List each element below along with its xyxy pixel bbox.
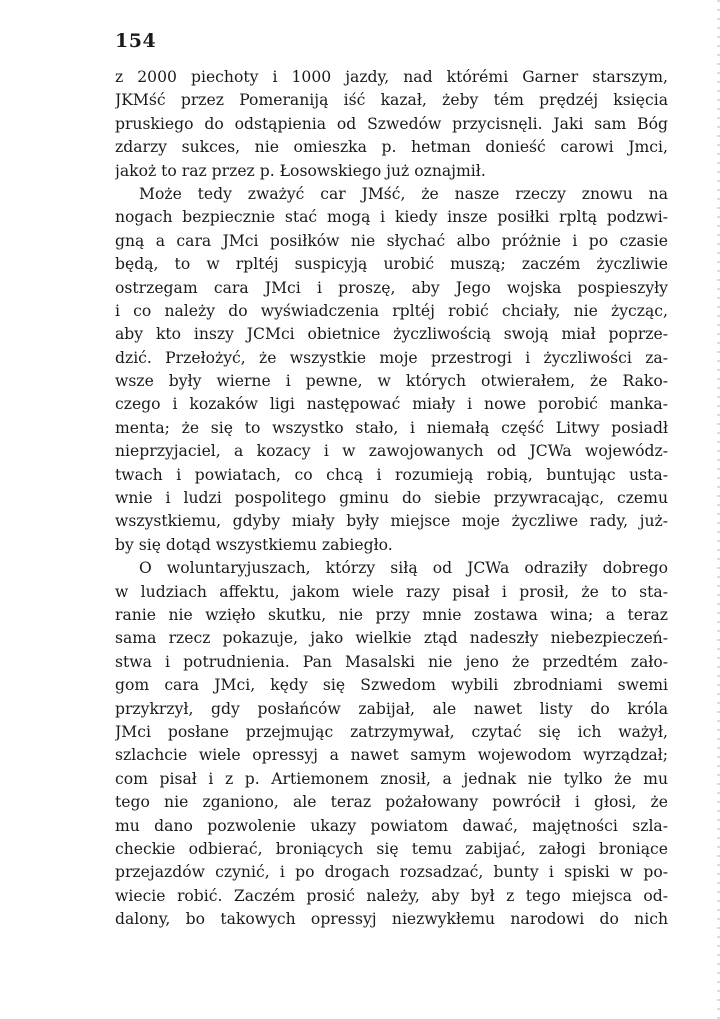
text-line: twach i powiatach, co chcą i rozumieją robią, buntując usta-	[115, 465, 668, 484]
text-line: Może tedy zważyć car JMść, że nasze rzeczy znowu na	[139, 184, 668, 203]
text-line: będą, to w rpltéj suspicyją urobić muszą; zaczém życzliwie	[115, 255, 668, 274]
text-line: przejazdów czynić, i po drogach rozsadzać, bunty i spiski w po-	[115, 863, 668, 882]
text-line: aby kto inszy JCMci obietnice życzliwością swoją miał poprze-	[115, 325, 668, 344]
text-line: przykrzył, gdy posłańców zabijał, ale nawet listy do króla	[115, 699, 668, 718]
text-line: i co należy do wyświadczenia rpltéj robić chciały, nie życząc,	[115, 301, 668, 320]
text-line: nieprzyjaciel, a kozacy i w zawojowanych od JCWa wojewódz-	[115, 442, 668, 461]
text-line: JMci posłane przejmując zatrzymywał, czytać się ich ważył,	[115, 722, 668, 741]
text-line: mu dano pozwolenie ukazy powiatom dawać, majętności szla-	[115, 816, 668, 835]
text-line: JKMść przez Pomeraniją iść kazał, żeby tém prędzéj księcia	[115, 91, 668, 110]
text-line: czego i kozaków ligi następować miały i nowe porobić manka-	[115, 395, 668, 414]
text-line: szlachcie wiele opressyj a nawet samym wojewodom wyrządzał;	[115, 746, 668, 765]
text-line: wsze były wierne i pewne, w których otwierałem, że Rako-	[115, 372, 668, 391]
text-line: w ludziach affektu, jakom wiele razy pisał i prosił, że to sta-	[115, 582, 668, 601]
text-line: wszystkiemu, gdyby miały były miejsce moje życzliwe rady, już-	[115, 512, 668, 531]
text-line: gną a cara JMci posiłków nie słychać albo próżnie i po czasie	[115, 231, 668, 250]
text-line: wiecie robić. Zaczém prosić należy, aby był z tego miejsca od-	[115, 886, 668, 905]
text-line: stwa i potrudnienia. Pan Masalski nie jeno że przedtém zało-	[115, 652, 668, 671]
page-number: 154	[115, 30, 157, 52]
text-line: O woluntaryjuszach, którzy siłą od JCWa odraziły dobrego	[139, 559, 668, 578]
text-line: com pisał i z p. Artiemonem znosił, a jednak nie tylko że mu	[115, 769, 668, 788]
text-line: dalony, bo takowych opressyj niezwykłemu narodowi do nich	[115, 910, 668, 929]
text-line: ostrzegam cara JMci i proszę, aby Jego wojska pospieszyły	[115, 278, 668, 297]
text-line: wnie i ludzi pospolitego gminu do siebie przywracając, czemu	[115, 489, 668, 508]
text-line: checkie odbierać, broniących się temu zabijać, załogi broniące	[115, 839, 668, 858]
text-line: pruskiego do odstąpienia od Szwedów przycisnęli. Jaki sam Bóg	[115, 114, 668, 133]
text-line: nogach bezpiecznie stać mogą i kiedy insze posiłki rpltą podzwi-	[115, 208, 668, 227]
text-line: jakoż to raz przez p. Łosowskiego już oznajmił.	[115, 161, 486, 180]
text-line: by się dotąd wszystkiemu zabiegło.	[115, 535, 393, 554]
text-line: ranie nie wzięło skutku, nie przy mnie zostawa wina; a teraz	[115, 605, 668, 624]
text-line: gom cara JMci, kędy się Szwedom wybili zbrodniami swemi	[115, 676, 668, 695]
text-line: sama rzecz pokazuje, jako wielkie ztąd nadeszły niebezpieczeń-	[115, 629, 668, 648]
text-line: menta; że się to wszystko stało, i niemałą część Litwy posiadł	[115, 418, 668, 437]
body-text	[115, 66, 668, 931]
text-line: tego nie zganiono, ale teraz pożałowany powrócił i głosi, że	[115, 793, 668, 812]
text-line: z 2000 piechoty i 1000 jazdy, nad którémi Garner starszym,	[115, 68, 668, 86]
text-line: dzić. Przełożyć, że wszystkie moje przestrogi i życzliwości za-	[115, 348, 668, 367]
text-line: zdarzy sukces, nie omieszka p. hetman donieść carowi Jmci,	[115, 138, 668, 157]
